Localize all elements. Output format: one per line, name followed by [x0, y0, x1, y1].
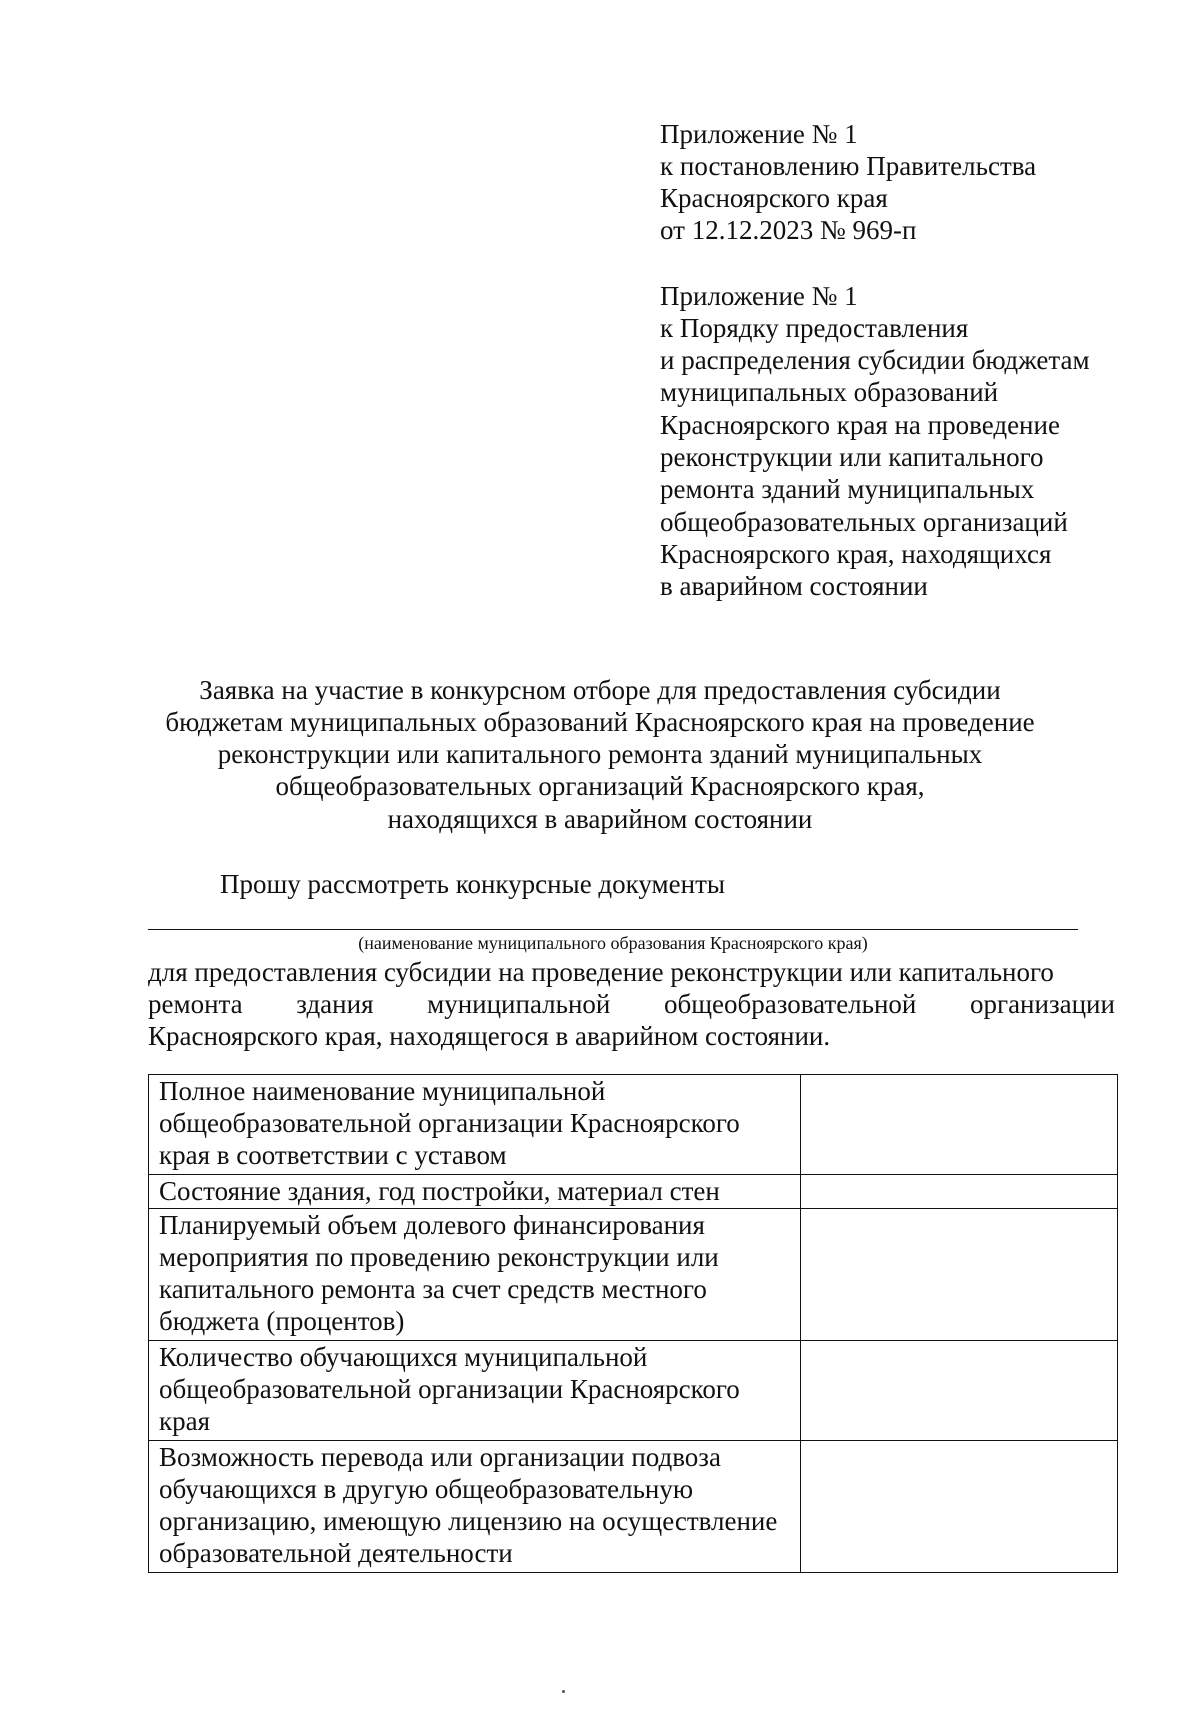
appendix-line: реконструкции или капитального	[660, 442, 1044, 472]
body-word: муниципальной	[427, 989, 611, 1019]
row-label: Полное наименование муниципальной общеобразовательной организации Красноярского края в соответствии с уставом	[149, 1075, 801, 1175]
table-row	[149, 1075, 1118, 1175]
row-value-field[interactable]	[801, 1075, 1118, 1175]
appendix-line: общеобразовательных организаций	[660, 507, 1068, 537]
table-row	[149, 1175, 1118, 1209]
appendix-line: Приложение № 1	[660, 281, 858, 311]
appendix-line: к Порядку предоставления	[660, 313, 969, 343]
request-body	[148, 956, 1115, 1052]
body-text: для предоставления субсидии на проведение реконструкции или капитального	[148, 957, 1054, 987]
title-line: общеобразовательных организаций Красноярского края,	[275, 771, 925, 801]
appendix-line: в аварийном состоянии	[660, 571, 928, 601]
appendix-line: и распределения субсидии бюджетам	[660, 345, 1090, 375]
title-line: бюджетам муниципальных образований Красноярского края на проведение	[165, 707, 1035, 737]
body-line	[148, 956, 1115, 988]
appendix-line: к постановлению Правительства	[660, 151, 1037, 181]
request-intro: Прошу рассмотреть конкурсные документы	[220, 869, 726, 899]
appendix-line: от 12.12.2023 № 969-п	[660, 215, 917, 245]
body-word: здания	[296, 989, 374, 1019]
title-line: Заявка на участие в конкурсном отборе для предоставления субсидии	[199, 675, 1001, 705]
appendix-line: Приложение № 1	[660, 119, 858, 149]
appendix-line: Красноярского края на проведение	[660, 410, 1060, 440]
body-word: ремонта	[148, 989, 243, 1019]
row-label: Планируемый объем долевого финансирования мероприятия по проведению реконструкции или капитального ремонта за счет средств местного бюджета (процентов)	[149, 1209, 801, 1341]
row-value-field[interactable]	[801, 1341, 1118, 1441]
appendix-line: муниципальных образований	[660, 377, 999, 407]
row-value-field[interactable]	[801, 1209, 1118, 1341]
body-word: организации	[970, 989, 1115, 1019]
row-value-field[interactable]	[801, 1175, 1118, 1209]
appendix-line: ремонта зданий муниципальных	[660, 474, 1035, 504]
table-row	[149, 1441, 1118, 1573]
body-word: общеобразовательной	[663, 989, 917, 1019]
fill-in-line	[148, 929, 1078, 930]
body-text: Красноярского края, находящегося в аварийном состоянии.	[148, 1021, 831, 1051]
body-line-justified	[148, 988, 1115, 1020]
row-label: Количество обучающихся муниципальной общеобразовательной организации Красноярского края	[149, 1341, 801, 1441]
row-label: Возможность перевода или организации подвоза обучающихся в другую общеобразовательную организацию, имеющую лицензию на осуществление образовательной деятельности	[149, 1441, 801, 1573]
row-value-field[interactable]	[801, 1441, 1118, 1573]
table-row	[149, 1341, 1118, 1441]
body-line	[148, 1020, 1115, 1052]
appendix-line: Красноярского края	[660, 183, 888, 213]
title-line: находящихся в аварийном состоянии	[387, 804, 813, 834]
scan-speck	[562, 1690, 565, 1693]
application-form-table	[148, 1074, 1118, 1573]
title-line: реконструкции или капитального ремонта зданий муниципальных	[217, 739, 983, 769]
row-label: Состояние здания, год постройки, материал стен	[149, 1175, 801, 1209]
table-row	[149, 1209, 1118, 1341]
appendix-line: Красноярского края, находящихся	[660, 539, 1052, 569]
fill-in-caption: (наименование муниципального образования Красноярского края)	[358, 933, 868, 953]
